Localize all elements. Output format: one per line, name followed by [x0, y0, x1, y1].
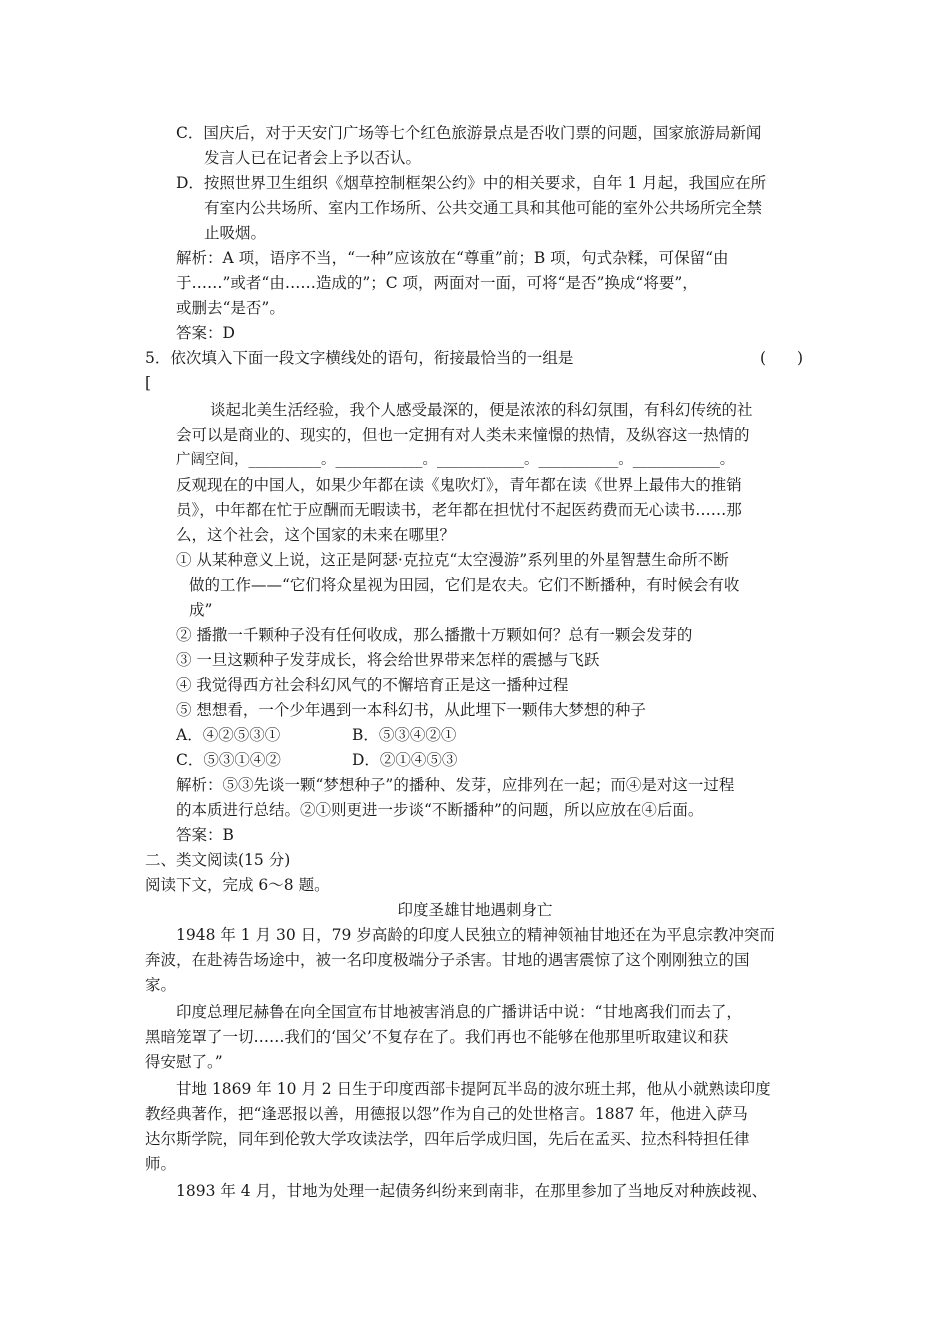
q5-passage-line-4: 反观现在的中国人，如果少年都在读《鬼吹灯》，青年都在读《世界上最伟大的推销 — [176, 476, 742, 494]
article-p1-line-1: 1948 年 1 月 30 日，79 岁高龄的印度人民独立的精神领袖甘地还在为平息宗教冲突而 — [176, 926, 775, 944]
q4-option-c-line-1: C．国庆后，对于天安门广场等七个红色旅游景点是否收门票的问题，国家旅游局新闻 — [176, 124, 762, 142]
q5-passage-line-2: 会可以是商业的、现实的，但也一定拥有对人类未来憧憬的热情，及纵容这一热情的 — [176, 426, 750, 444]
q4-option-c-line-2: 发言人已在记者会上予以否认。 — [204, 149, 422, 167]
article-p1-line-2: 奔波，在赴祷告场途中，被一名印度极端分子杀害。甘地的遇害震惊了这个刚刚独立的国 — [145, 951, 750, 969]
q4-analysis-line-1: 解析：A 项，语序不当，“一种”应该放在“尊重”前；B 项，句式杂糅，可保留“由 — [176, 249, 729, 267]
q5-bracket: [ — [145, 374, 152, 392]
article-title: 印度圣雄甘地遇刺身亡 — [397, 901, 553, 919]
article-p2-line-3: 得安慰了。” — [145, 1053, 223, 1071]
q5-item-2: ② 播撒一千颗种子没有任何收成，那么播撒十万颗如何？总有一颗会发芽的 — [176, 626, 693, 644]
q5-answer-paren: ( ) — [760, 349, 804, 367]
q5-item-3: ③ 一旦这颗种子发芽成长，将会给世界带来怎样的震撼与飞跃 — [176, 651, 600, 669]
article-p1-line-3: 家。 — [145, 976, 177, 994]
article-p3-line-1: 甘地 1869 年 10 月 2 日生于印度西部卡提阿瓦半岛的波尔班土邦，他从小就熟读印度 — [176, 1080, 771, 1098]
q5-passage-line-5: 员》，中年都在忙于应酬而无暇读书，老年都在担忧付不起医药费而无心读书……那 — [176, 501, 742, 519]
q5-item-1-line-1: ① 从某种意义上说，这正是阿瑟·克拉克“太空漫游”系列里的外星智慧生命所不断 — [176, 551, 729, 569]
article-p2-line-1: 印度总理尼赫鲁在向全国宣布甘地被害消息的广播讲话中说：“甘地离我们而去了， — [176, 1003, 742, 1021]
q5-item-5: ⑤ 想想看，一个少年遇到一本科幻书，从此埋下一颗伟大梦想的种子 — [176, 701, 646, 719]
article-p3-line-2: 教经典著作，把“逢恶报以善，用德报以怨”作为自己的处世格言。1887 年，他进入萨马 — [145, 1105, 748, 1123]
q5-option-a: A．④②⑤③① — [176, 726, 281, 744]
q5-option-d: D．②①④⑤③ — [352, 751, 458, 769]
q5-passage-line-3-blanks: 广阔空间，__________。____________。____________。___________。____________。 — [176, 452, 735, 468]
article-p4-line-1: 1893 年 4 月，甘地为处理一起债务纠纷来到南非，在那里参加了当地反对种族歧视、 — [176, 1182, 768, 1200]
q4-answer: 答案：D — [176, 324, 235, 342]
q5-passage-line-6: 么，这个社会，这个国家的未来在哪里？ — [176, 526, 456, 544]
q5-passage-line-1: 谈起北美生活经验，我个人感受最深的，便是浓浓的科幻氛围，有科幻传统的社 — [210, 401, 753, 419]
q5-item-1-line-2: 做的工作——“它们将众星视为田园，它们是农夫。它们不断播种，有时候会有收 — [189, 576, 740, 594]
q5-option-b: B．⑤③④②① — [352, 726, 457, 744]
q5-analysis-line-1: 解析：⑤③先谈一颗“梦想种子”的播种、发芽，应排列在一起；而④是对这一过程 — [176, 776, 735, 794]
q4-option-d-line-2: 有室内公共场所、室内工作场所、公共交通工具和其他可能的室外公共场所完全禁 — [204, 199, 763, 217]
q5-item-1-line-3: 成” — [189, 601, 213, 619]
q5-analysis-line-2: 的本质进行总结。②①则更进一步谈“不断播种”的问题，所以应放在④后面。 — [176, 801, 704, 819]
q5-answer: 答案：B — [176, 826, 234, 844]
article-p3-line-3: 达尔斯学院，同年到伦敦大学攻读法学，四年后学成归国，先后在孟买、拉杰科特担任律 — [145, 1130, 750, 1148]
article-p3-line-4: 师。 — [145, 1155, 177, 1173]
q4-option-d-line-1: D．按照世界卫生组织《烟草控制框架公约》中的相关要求，自年 1 月起，我国应在所 — [176, 174, 767, 192]
q5-item-4: ④ 我觉得西方社会科幻风气的不懈培育正是这一播种过程 — [176, 676, 569, 694]
q5-stem: 5．依次填入下面一段文字横线处的语句，衔接最恰当的一组是 — [145, 349, 574, 367]
section-2-heading: 二、类文阅读(15 分) — [145, 851, 291, 869]
section-2-instruction: 阅读下文，完成 6～8 题。 — [145, 876, 330, 894]
q4-option-d-line-3: 止吸烟。 — [204, 224, 267, 242]
article-p2-line-2: 黑暗笼罩了一切……我们的‘国父’不复存在了。我们再也不能够在他那里听取建议和获 — [145, 1028, 729, 1046]
q4-analysis-line-2: 于……”或者“由……造成的”；C 项，两面对一面，可将“是否”换成“将要”， — [176, 274, 698, 292]
q5-option-c: C．⑤③①④② — [176, 751, 281, 769]
q4-analysis-line-3: 或删去“是否”。 — [176, 299, 285, 317]
